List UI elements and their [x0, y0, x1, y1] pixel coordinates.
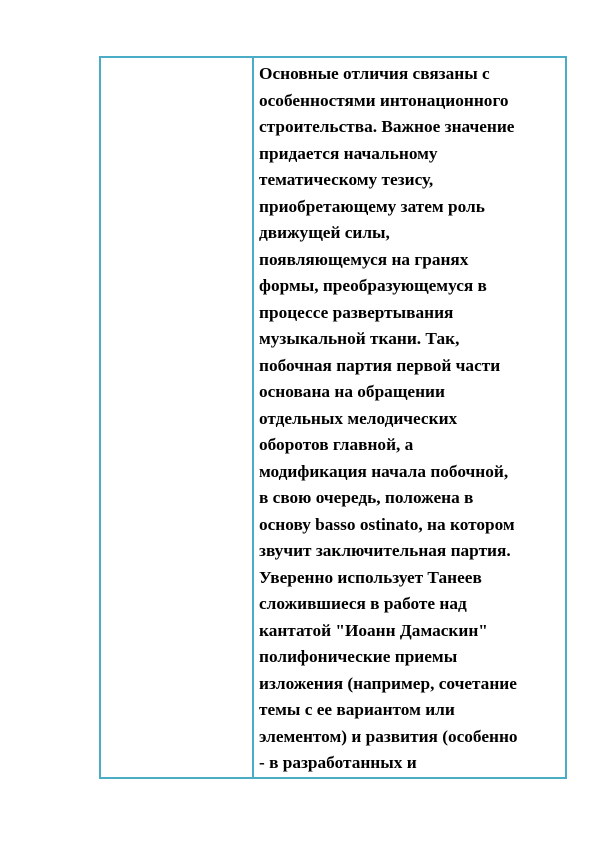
text-line: - в разработанных и	[259, 753, 417, 772]
text-line: придается начальному	[259, 143, 438, 163]
text-line: отдельных мелодических	[259, 408, 458, 428]
text-line: модификация начала побочной,	[259, 461, 509, 481]
right-cell-text	[254, 58, 565, 777]
text-line: приобретающему затем роль	[259, 196, 485, 216]
left-cell	[100, 57, 253, 778]
text-line: основана на обращении	[259, 382, 445, 401]
text-line: побочная партия первой части	[259, 355, 501, 375]
text-line: в свою очередь, положена в	[259, 488, 474, 507]
text-line: оборотов главной, а	[259, 435, 414, 454]
text-line: особенностями интонационного	[259, 90, 509, 110]
text-line: темы с ее вариантом или	[259, 700, 455, 719]
text-line: движущей силы,	[259, 223, 390, 242]
content-table	[99, 56, 567, 779]
right-cell	[253, 57, 566, 778]
text-line: формы, преобразующемуся в	[259, 276, 487, 295]
text-line: музыкальной ткани. Так,	[259, 329, 460, 348]
text-line: процессе развертывания	[259, 302, 454, 322]
text-line: изложения (например, сочетание	[259, 673, 517, 693]
text-line: строительства. Важное значение	[259, 117, 515, 136]
text-line: появляющемуся на гранях	[259, 249, 469, 269]
text-line: тематическому тезису,	[259, 170, 434, 189]
text-line: элементом) и развития (особенно	[259, 726, 518, 746]
text-line: сложившиеся в работе над	[259, 594, 467, 613]
left-cell-text	[101, 58, 252, 61]
text-line: Уверенно использует Танеев	[259, 567, 482, 587]
text-line: Основные отличия связаны с	[259, 64, 490, 83]
text-line: полифонические приемы	[259, 647, 458, 666]
text-line: кантатой "Иоанн Дамаскин"	[259, 620, 488, 640]
text-line: звучит заключительная партия.	[259, 541, 511, 560]
text-line: основу basso ostinato, на котором	[259, 514, 515, 534]
table-row	[100, 57, 566, 778]
